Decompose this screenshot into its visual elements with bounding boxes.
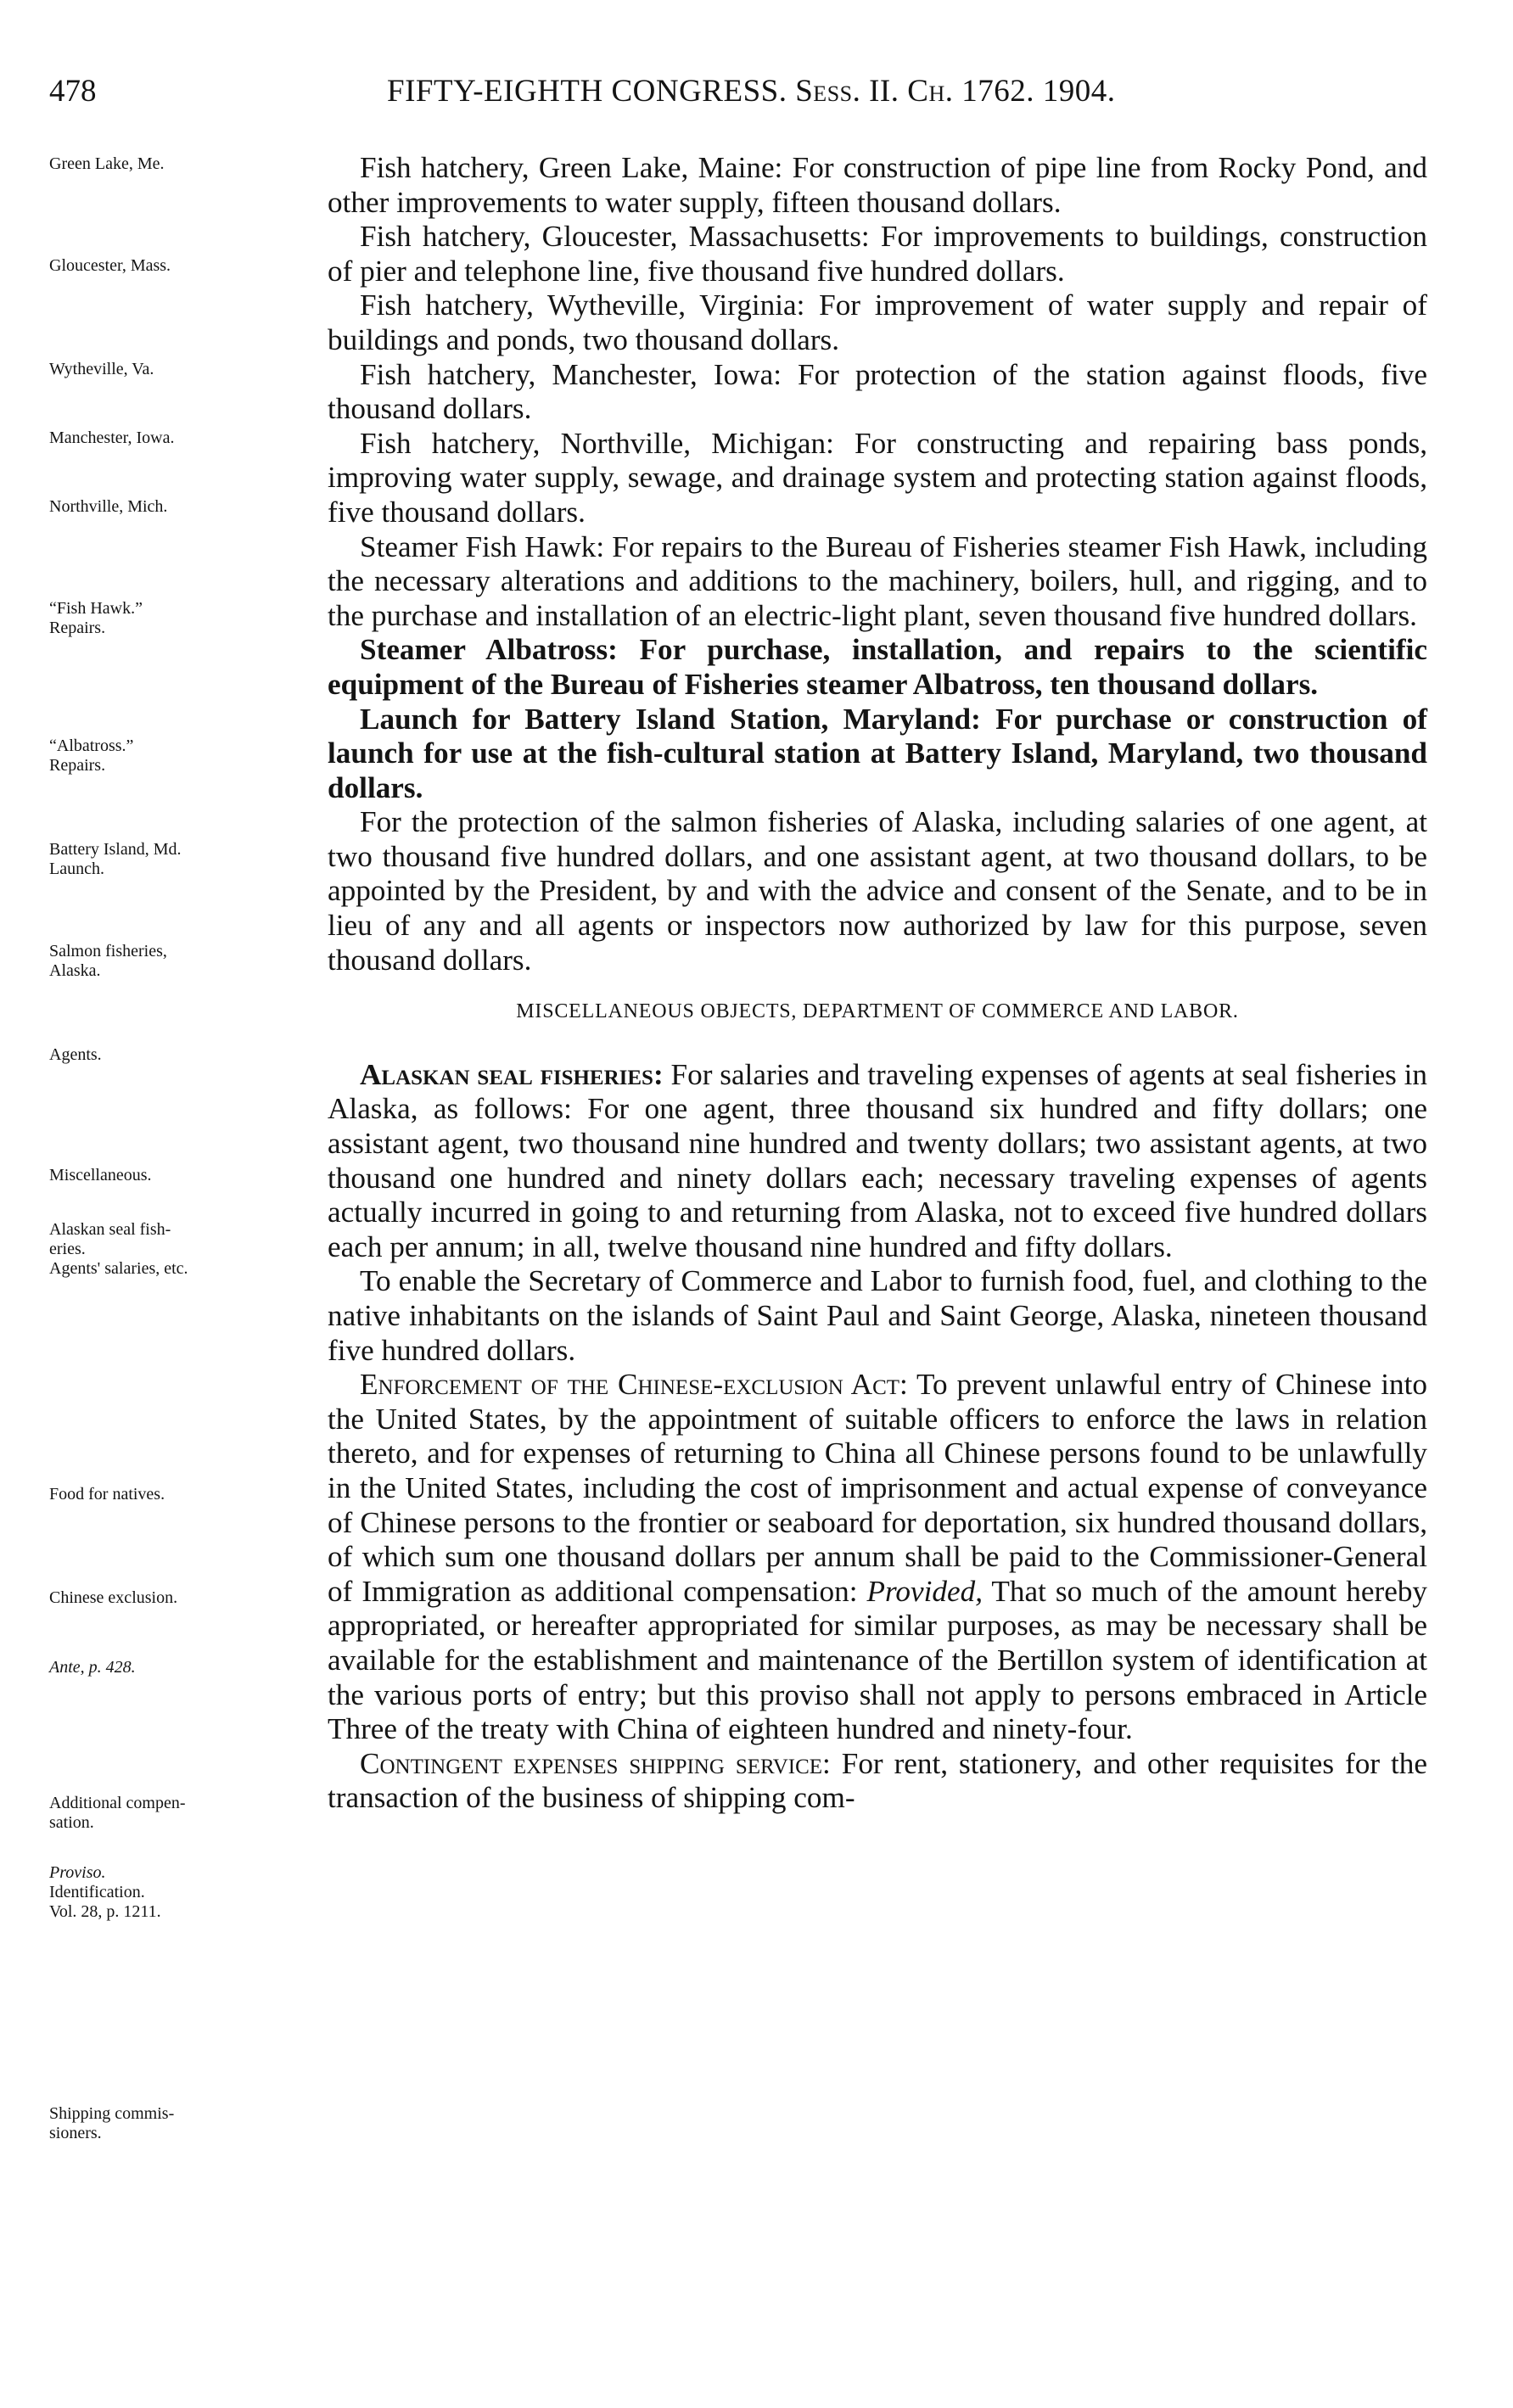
chapter-label: Ch. 1762. bbox=[907, 74, 1034, 109]
paragraph-wytheville: Fish hatchery, Wytheville, Virginia: For improvement of water supply and repair of buildings and ponds, two thousand dollars. bbox=[328, 288, 1427, 356]
paragraph-northville: Fish hatchery, Northville, Michigan: For constructing and repairing bass ponds, improving water supply, sewage, and drainage system and protecting station against floods, five thousand dollars. bbox=[328, 426, 1427, 529]
margin-note: “Albatross.” Repairs. bbox=[49, 736, 134, 775]
paragraph-manchester: Fish hatchery, Manchester, Iowa: For protection of the station against floods, five thousand dollars. bbox=[328, 357, 1427, 426]
paragraph-albatross: Steamer Albatross: For purchase, installation, and repairs to the scientific equipment of the Bureau of Fisheries steamer Albatross, ten thousand dollars. bbox=[328, 633, 1427, 701]
margin-note: Shipping commis- sioners. bbox=[49, 2104, 175, 2142]
margin-note: Ante, p. 428. bbox=[49, 1658, 136, 1677]
paragraph-green-lake: Fish hatchery, Green Lake, Maine: For construction of pipe line from Rocky Pond, and other improvements to water supply, fifteen thousand dollars. bbox=[328, 151, 1427, 219]
paragraph-seal-fisheries: Alaskan seal fisheries: For salaries and traveling expenses of agents at seal fisheries in Alaska, as follows: For one agent, three thousand six hundred and fifty dollars; one assistant agent, two thousand nine hundred and twenty dollars; two assistant agents, at two thousand one hundred and ninety dollars each; necessary traveling expenses of agents actually incurred in going to and returning from Alaska, not to exceed five hundred dollars each per annum; in all, twelve thousand nine hundred and fifty dollars. bbox=[328, 1057, 1428, 1263]
paragraph-salmon-fisheries: For the protection of the salmon fisheries of Alaska, including salaries of one agent, at two thousand five hundred dollars, and one assistant agent, at two thousand dollars, to be appointed by the President, by and with the advice and consent of the Senate, and to be in lieu of any and all agents or inspectors now authorized by law for this purpose, seven thousand dollars. bbox=[328, 805, 1427, 977]
margin-note: Miscellaneous. bbox=[49, 1166, 152, 1184]
paragraph-fish-hawk: Steamer Fish Hawk: For repairs to the Bureau of Fisheries steamer Fish Hawk, including the necessary alterations and additions to the machinery, boilers, hull, and rigging, and to the purchase and installation of an electric-light plant, seven thousand five hundred dollars. bbox=[328, 529, 1427, 632]
margin-note: Proviso. Identification. Vol. 28, p. 1211. bbox=[49, 1863, 161, 1921]
margin-note: Chinese exclusion. bbox=[49, 1588, 178, 1607]
year-label: 1904. bbox=[1042, 74, 1116, 109]
session-label: Sess. II. bbox=[795, 74, 899, 109]
paragraph-chinese-exclusion: Enforcement of the Chinese-exclusion Act: To prevent unlawful entry of Chinese into the United States, by the appointment of suitable officers to enforce the laws in relation thereto, and for expenses of returning to China all Chinese persons found to be unlawfully in the United States, including the cost of imprisonment and actual expense of conveyance of Chinese persons to the frontier or seaboard for deportation, six hundred thousand dollars, of which sum one thousand dollars per annum shall be paid to the Commissioner-General of Immigration as additional compensation: Provided, That so much of the amount hereby appropriated, or hereafter appropriated for similar purposes, as may be necessary shall be available for the establishment and maintenance of the Bertillon system of identification at the various ports of entry; but this proviso shall not apply to persons embraced in Article Three of the treaty with China of eighteen hundred and ninety-four. bbox=[328, 1368, 1428, 1746]
paragraph-food-for-natives: To enable the Secretary of Commerce and Labor to furnish food, fuel, and clothing to the native inhabitants on the islands of Saint Paul and Saint George, Alaska, nineteen thousand five hundred dollars. bbox=[328, 1264, 1427, 1367]
paragraph-lead: Enforcement of the Chinese-exclusion Act: bbox=[360, 1368, 908, 1402]
margin-note: Wytheville, Va. bbox=[49, 360, 154, 378]
page-header bbox=[49, 73, 1407, 115]
body-text bbox=[328, 151, 1427, 1816]
margin-note: Manchester, Iowa. bbox=[49, 428, 175, 447]
margin-note: Northville, Mich. bbox=[49, 497, 168, 516]
proviso-word: Provided, bbox=[866, 1574, 983, 1608]
paragraph-gloucester: Fish hatchery, Gloucester, Massachusetts: For improvements to buildings, construction of pier and telephone line, five thousand five hundred dollars. bbox=[328, 220, 1427, 288]
margin-note: Green Lake, Me. bbox=[49, 154, 165, 173]
running-head bbox=[387, 73, 1115, 109]
margin-note: “Fish Hawk.” Repairs. bbox=[49, 599, 143, 637]
section-heading: MISCELLANEOUS OBJECTS, DEPARTMENT OF COMMERCE AND LABOR. bbox=[516, 1000, 1239, 1023]
paragraph-battery-island: Launch for Battery Island Station, Maryland: For purchase or construction of launch for use at the fish-cultural station at Battery Island, Maryland, two thousand dollars. bbox=[328, 702, 1427, 804]
paragraph-lead: Contingent expenses shipping service: bbox=[360, 1746, 831, 1780]
page-number: 478 bbox=[49, 74, 97, 109]
paragraph-shipping-service: Contingent expenses shipping service: For rent, stationery, and other requisites for the transaction of the business of shipping com- bbox=[328, 1746, 1427, 1815]
margin-note: Battery Island, Md. Launch. bbox=[49, 840, 182, 878]
margin-note: Salmon fisheries, Alaska. bbox=[49, 942, 167, 980]
margin-note: Additional compen- sation. bbox=[49, 1794, 186, 1832]
margin-note: Gloucester, Mass. bbox=[49, 256, 171, 275]
paragraph-lead: Alaskan seal fisheries: bbox=[360, 1057, 664, 1091]
congress-title: FIFTY-EIGHTH CONGRESS. bbox=[387, 74, 787, 109]
margin-note: Agents. bbox=[49, 1045, 102, 1064]
margin-note: Alaskan seal fish- eries. Agents' salaries, etc. bbox=[49, 1220, 188, 1278]
margin-note: Food for natives. bbox=[49, 1485, 165, 1504]
